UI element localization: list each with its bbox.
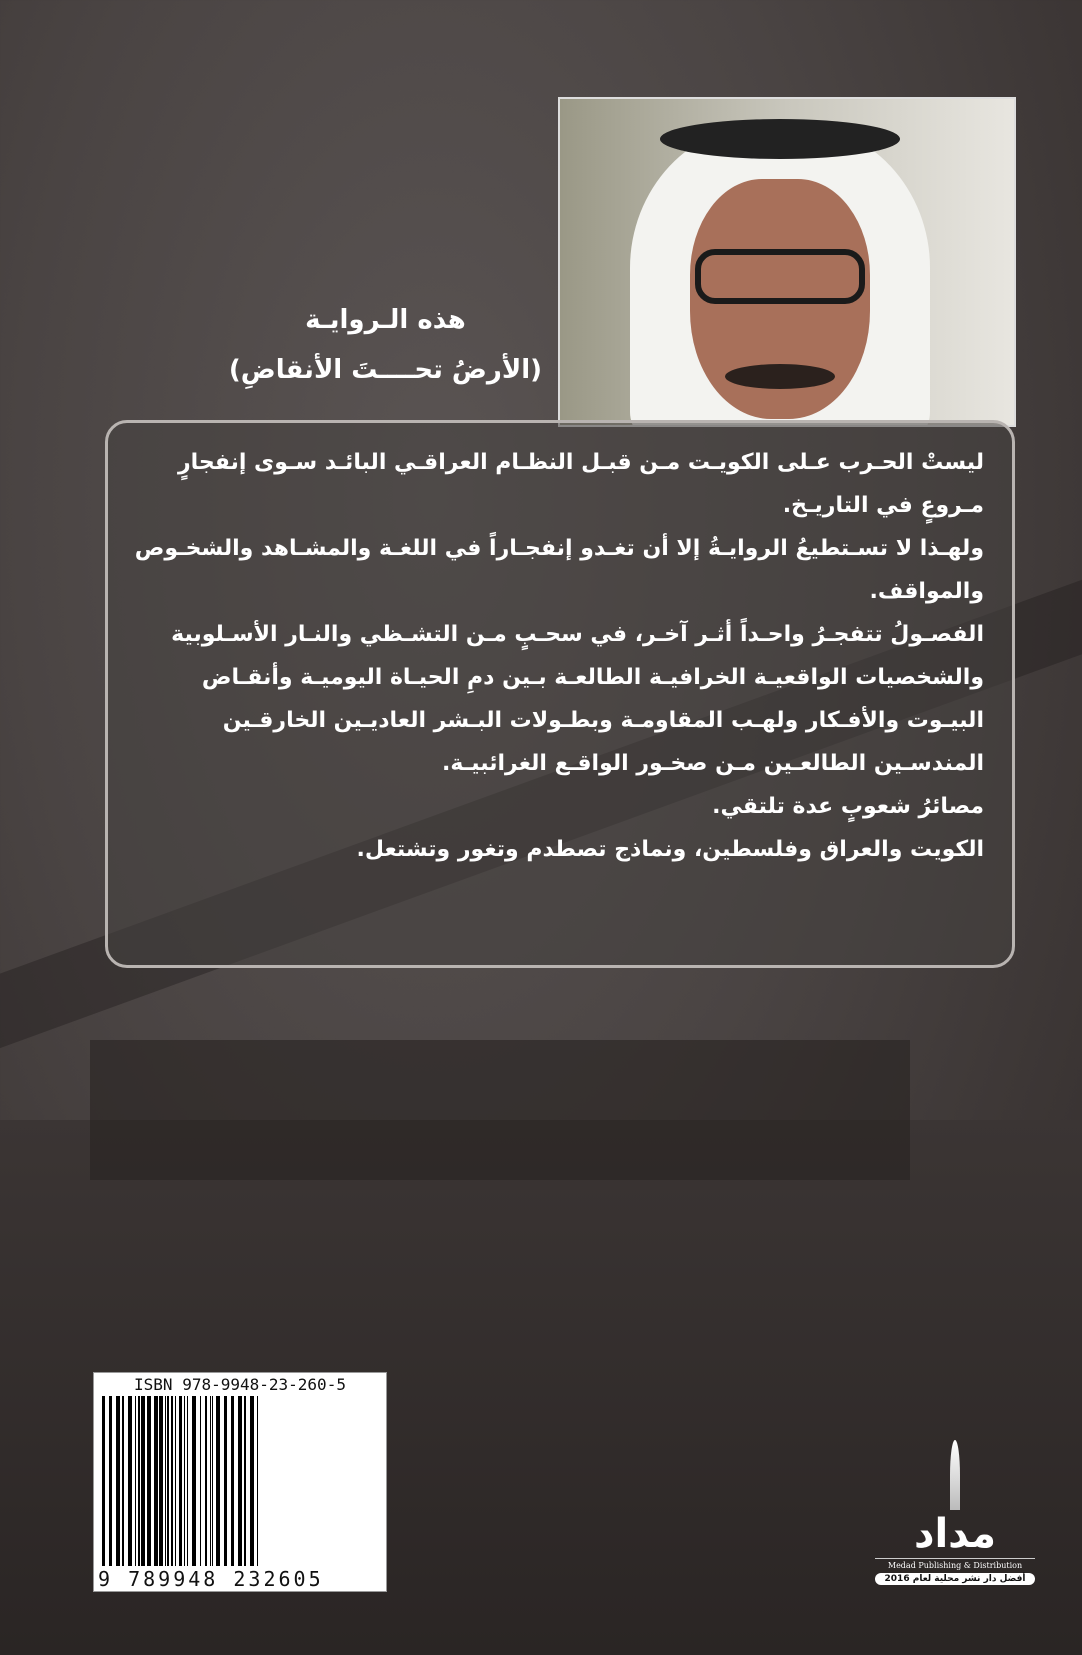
blurb-line: والمواقف. [869,579,984,604]
blurb-line: مصائرُ شعوبٍ عدة تلتقي. [712,794,984,819]
book-title-block [229,295,542,395]
background-ruins [90,1040,910,1180]
ean-number: 9 789948 232605 [98,1567,324,1591]
author-photo [558,97,1016,427]
publisher-logo-mark: مداد [913,1511,997,1557]
blurb-line: والشخصيات الواقعيـة الخرافيـة الطالعـة بـين دمِ الحيـاة اليوميـة وأنقـاض [201,665,984,690]
publisher-award: أفضل دار نشر محلية لعام 2016 [875,1573,1035,1585]
isbn-text: ISBN 978-9948-23-260-5 [134,1375,346,1394]
blurb-box [105,420,1015,968]
blurb-line: البيـوت والأفـكار ولهـب المقاومـة وبطـولات البـشر العاديـين الخارقـين [222,708,984,733]
blurb-line: مـروعٍ في التاريـخ. [782,493,984,518]
book-title: (الأرضُ تحــــتَ الأنقاضِ) [228,355,542,385]
blurb-line: ولهـذا لا تسـتطيعُ الروايـةُ إلا أن تغـدو إنفجـاراً في اللغـة والمشـاهد والشخـوص [134,536,984,561]
publisher-name: Medad Publishing & Distribution [875,1558,1035,1570]
blurb-line: الكويت والعراق وفلسطين، ونماذج تصطدم وتغور وتشتعل. [356,837,984,862]
isbn-barcode [93,1372,387,1592]
publisher-logo [875,1440,1035,1585]
blurb-line: ليستْ الحـرب عـلى الكويـت مـن قبـل النظـام العراقـي البائـد سـوى إنفجارٍ [177,450,984,475]
barcode-bars [102,1396,378,1566]
blurb-line: الفصـولُ تتفجـرُ واحـداً أثـر آخـر، في سحـبٍ مـن التشـظي والنـار الأسـلوبية [171,622,984,647]
quill-icon [950,1440,960,1510]
title-intro: هذه الـروايـة [305,305,466,335]
blurb-line: المندسـين الطالعـين مـن صخـور الواقـع الغرائبيـة. [442,751,984,776]
barcode-bar [258,1396,260,1566]
